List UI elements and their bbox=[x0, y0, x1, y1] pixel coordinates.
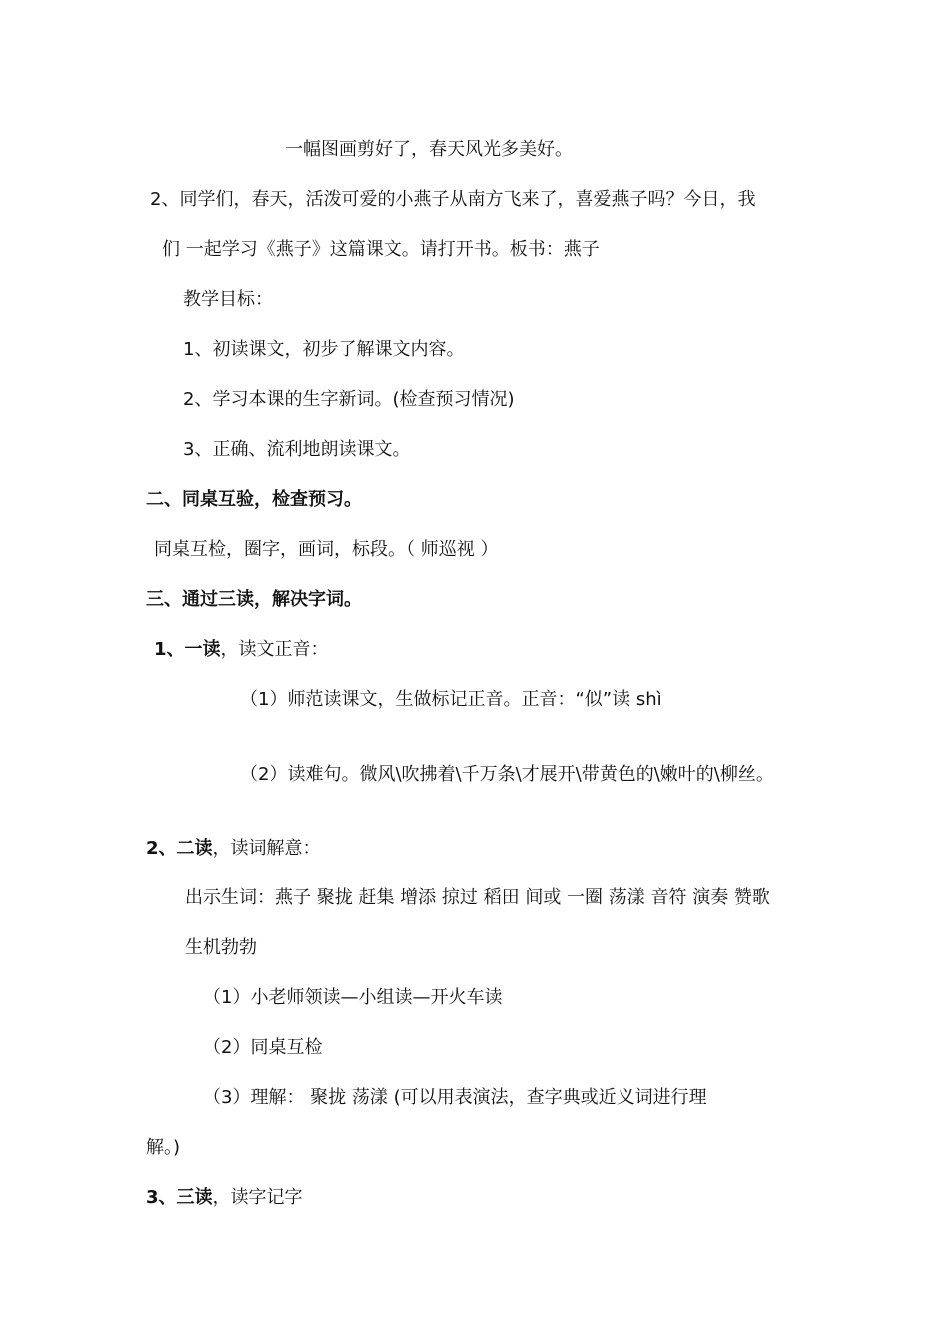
text-line-12: （1）师范读课文，生做标记正音。正音：“似”读 shì bbox=[240, 689, 662, 710]
sub-heading-second-read bbox=[146, 837, 321, 861]
sub-heading-second-read-rest: ，读词解意： bbox=[212, 838, 321, 859]
teaching-goals-heading: 教学目标： bbox=[183, 289, 273, 310]
goal-item-3: 3、正确、流利地朗读课文。 bbox=[183, 439, 411, 460]
text-line-20: 解。) bbox=[146, 1137, 181, 1158]
goal-item-2: 2、学习本课的生字新词。(检查预习情况) bbox=[183, 389, 515, 410]
text-line-13: （2）读难句。微风\吹拂着\千万条\才展开\带黄色的\嫩叶的\柳丝。 bbox=[240, 764, 774, 785]
text-line-18: （2）同桌互检 bbox=[203, 1037, 323, 1058]
vocabulary-list-continued: 生机勃勃 bbox=[185, 937, 257, 958]
sub-heading-third-read-rest: ，读字记字 bbox=[212, 1187, 303, 1208]
sub-heading-first-read-rest: ，读文正音： bbox=[220, 639, 329, 660]
goal-item-1: 1、初读课文，初步了解课文内容。 bbox=[183, 339, 465, 360]
section-heading-2: 二、同桌互验，检查预习。 bbox=[146, 489, 362, 510]
vocabulary-list: 出示生词：燕子 聚拢 赶集 增添 掠过 稻田 间或 一圈 荡漾 音符 演奏 赞歌 bbox=[185, 887, 770, 908]
sub-heading-third-read-label: 3、三读 bbox=[146, 1187, 213, 1208]
sub-heading-third-read bbox=[146, 1186, 303, 1210]
sub-heading-first-read bbox=[154, 638, 329, 662]
sub-heading-second-read-label: 2、二读 bbox=[146, 838, 213, 859]
text-line-1: 一幅图画剪好了，春天风光多美好。 bbox=[285, 139, 573, 160]
text-line-9: 同桌互检，圈字，画词，标段。（ 师巡视 ） bbox=[154, 539, 499, 560]
text-line-19: （3）理解： 聚拢 荡漾 (可以用表演法，查字典或近义词进行理 bbox=[203, 1087, 707, 1108]
text-line-17: （1）小老师领读—小组读—开火车读 bbox=[203, 987, 503, 1008]
text-line-2: 2、同学们，春天，活泼可爱的小燕子从南方飞来了，喜爱燕子吗？今日，我 bbox=[150, 189, 756, 210]
text-line-3: 们 一起学习《燕子》这篇课文。请打开书。板书：燕子 bbox=[162, 239, 600, 260]
sub-heading-first-read-label: 1、一读 bbox=[154, 639, 221, 660]
section-heading-3: 三、通过三读，解决字词。 bbox=[146, 589, 362, 610]
